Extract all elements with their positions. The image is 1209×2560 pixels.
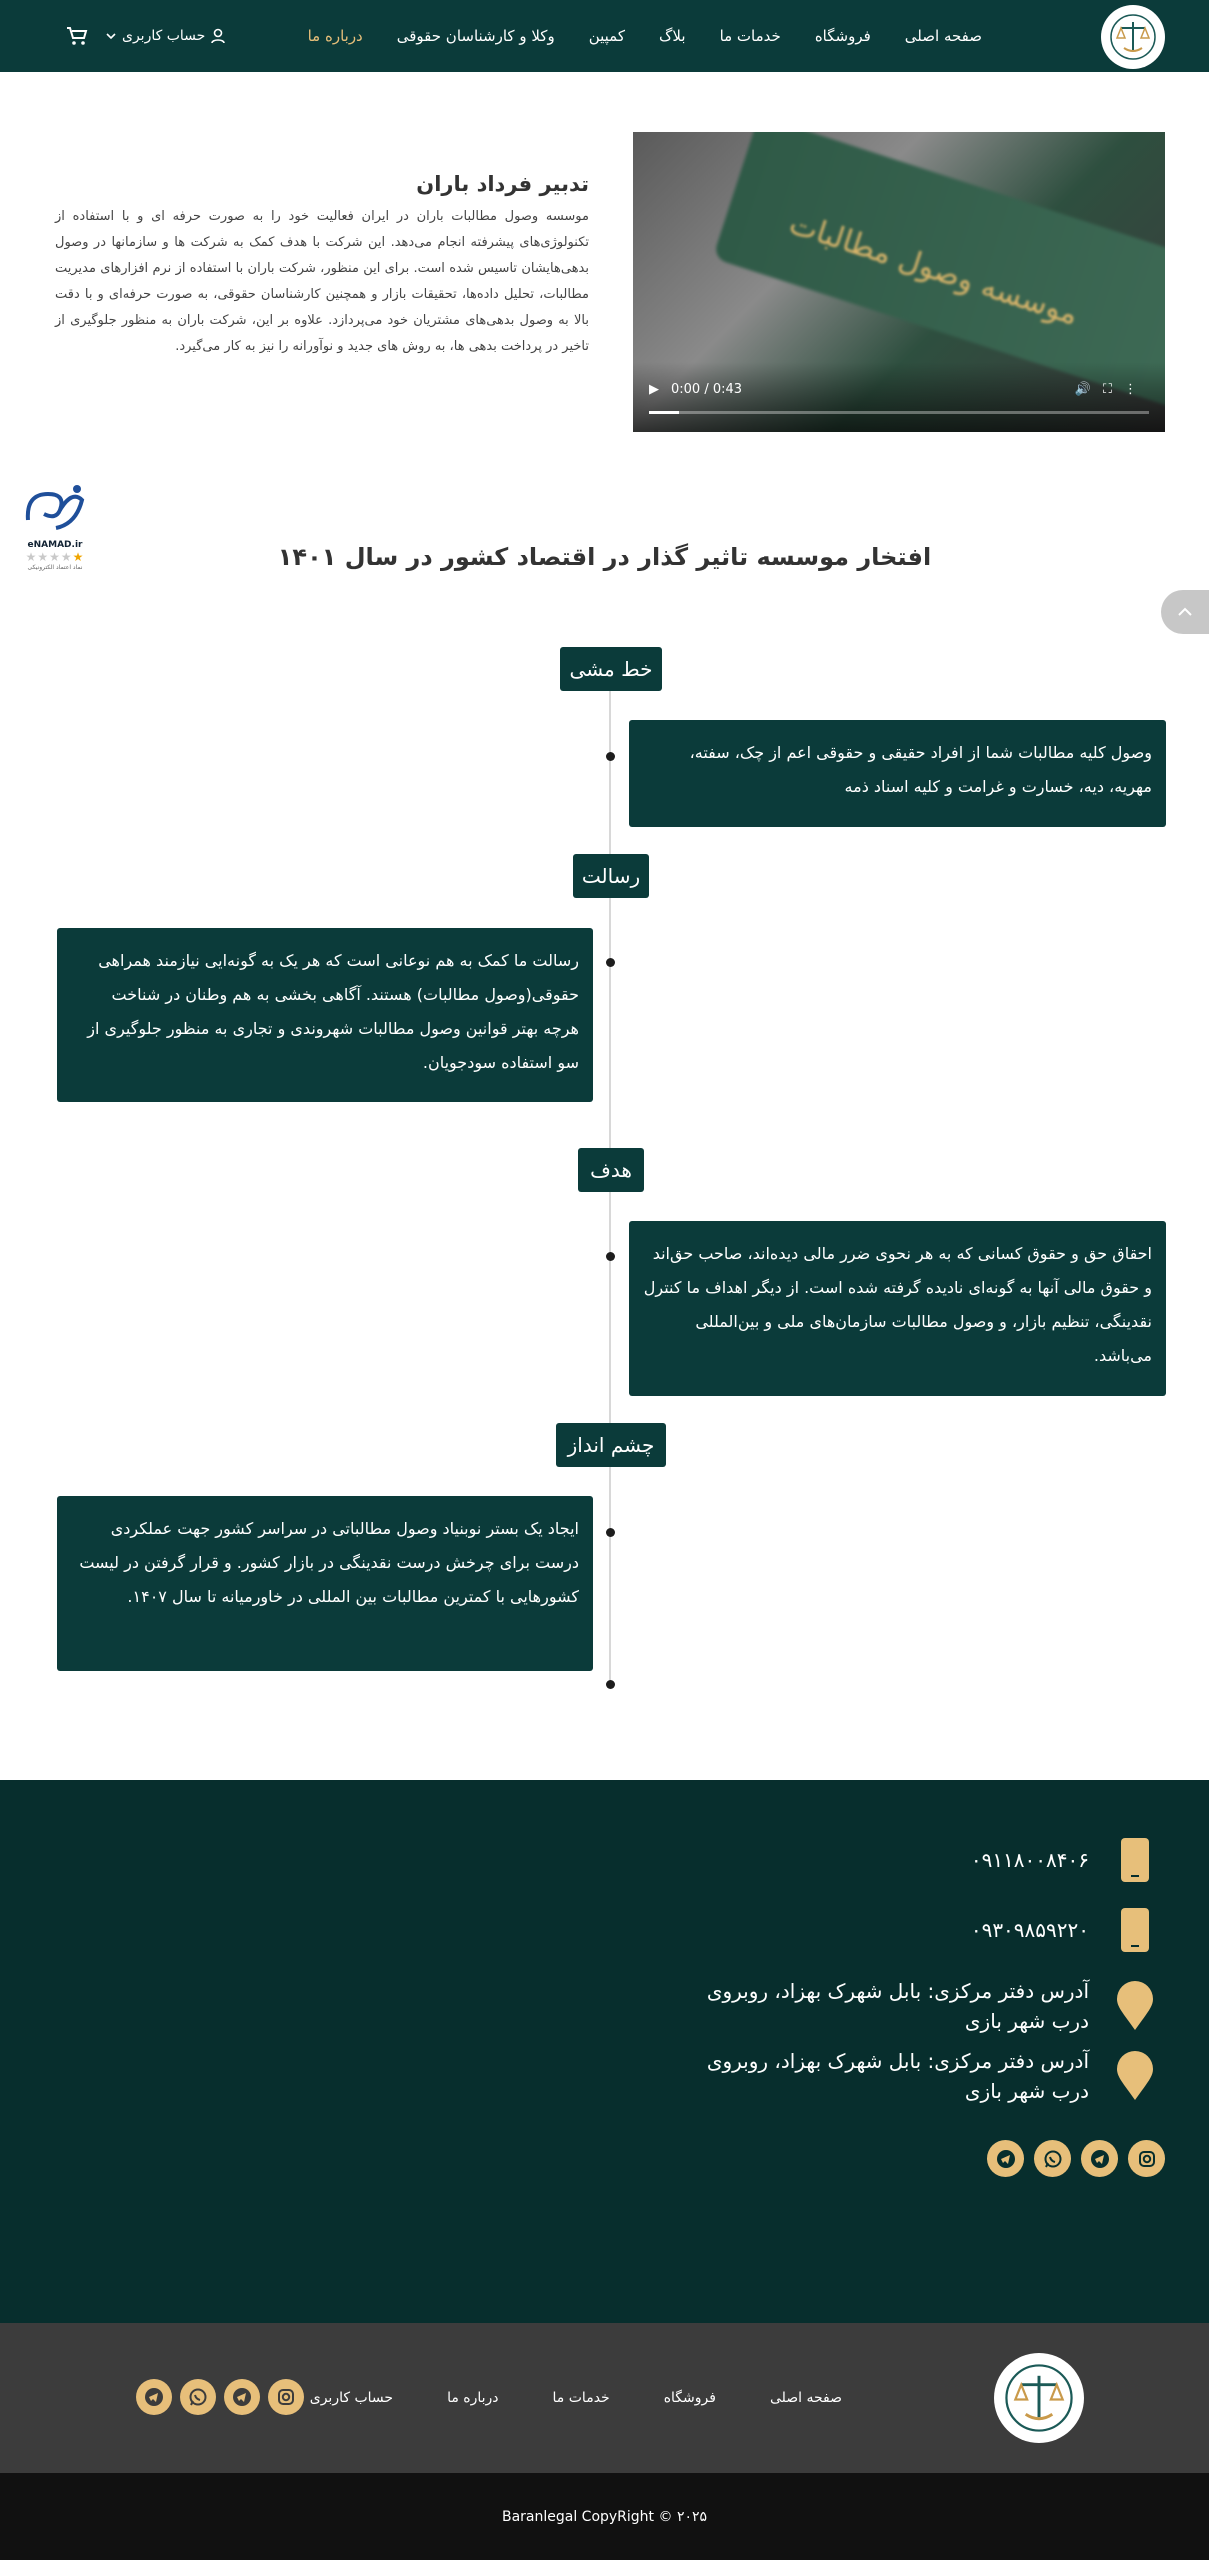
telegram-icon[interactable] — [136, 2379, 172, 2415]
scales-logo-icon — [1002, 2361, 1076, 2435]
footer-navigation — [0, 2323, 1209, 2473]
instagram-icon[interactable] — [1128, 2140, 1165, 2177]
enamad-sub: نماد اعتماد الکترونیکی — [27, 564, 83, 571]
video-frame-text: موسسه وصول مطالبات — [784, 206, 1083, 333]
instagram-icon[interactable] — [268, 2379, 304, 2415]
timeline-dot — [606, 1528, 615, 1537]
nav-lawyers[interactable]: وکلا و کارشناسان حقوقی — [396, 27, 555, 45]
footer-contact — [0, 1780, 1209, 2323]
video-controls — [633, 362, 1165, 432]
video-progress-bar[interactable] — [649, 411, 1149, 414]
footer-link-shop[interactable]: فروشگاه — [663, 2390, 716, 2406]
phone-icon — [1119, 1907, 1151, 1953]
chevron-down-icon — [106, 32, 116, 40]
telegram-icon[interactable] — [224, 2379, 260, 2415]
location-pin-icon — [1115, 2051, 1155, 2101]
footer-logo[interactable] — [994, 2353, 1084, 2443]
timeline-box-goal: احقاق حق و حقوق کسانی که به هر نحوی ضرر مالی دیده‌اند، صاحب حق‌اند و حقوق مالی آنها به گونه‌ای نادیده گرفته شده است. از دیگر اهداف ما کنترل نقدینگی، تنظیم بازار، و وصول مطالبات سازمان‌های ملی و بین‌المللی می‌باشد. — [629, 1221, 1166, 1396]
address-text: آدرس دفتر مرکزی: بابل شهرک بهزاد، روبروی درب شهر بازی — [706, 1979, 1089, 2033]
phone-number[interactable]: ۰۹۳۰۹۸۵۹۲۲۰ — [970, 1918, 1089, 1942]
footer-link-about[interactable]: درباره ما — [447, 2390, 499, 2406]
intro-text-block — [55, 172, 589, 360]
whatsapp-icon[interactable] — [180, 2379, 216, 2415]
timeline-dot — [606, 752, 615, 761]
footer-link-account[interactable]: حساب کاربری — [309, 2390, 394, 2406]
top-navigation — [0, 0, 1209, 72]
contact-socials — [987, 2140, 1165, 2177]
timeline-box-policy: وصول کلیه مطالبات شما از افراد حقیقی و حقوقی اعم از چک، سفته، مهریه، دیه، خسارت و غرامت و کلیه اسناد ذمه — [629, 720, 1166, 827]
nav-shop[interactable]: فروشگاه — [814, 27, 871, 45]
address-text: آدرس دفتر مرکزی: بابل شهرک بهزاد، روبروی درب شهر بازی — [706, 2049, 1089, 2103]
play-icon[interactable]: ▶ — [649, 382, 659, 397]
nav-home[interactable]: صفحه اصلی — [904, 27, 982, 45]
phone-icon — [1119, 1837, 1151, 1883]
contact-address-1 — [669, 1976, 1165, 2036]
volume-icon[interactable]: 🔊 — [1074, 382, 1091, 397]
footer-links — [283, 2323, 869, 2473]
timeline-box-mission: رسالت ما کمک به هم نوعانی است که هر یک به گونه‌ایی نیازمند همراهی حقوقی(وصول مطالبات) هستند. آگاهی بخشی به هم وطنان در شناخت هرچه بهتر قوانین وصول مطالبات شهروندی و تجاری به منظور جلوگیری از سو استفاده سودجویان. — [57, 928, 593, 1102]
copyright-text: Baranlegal CopyRight © ۲۰۲۵ — [501, 2508, 708, 2525]
timeline-end-dot — [606, 1680, 615, 1689]
nav-blog[interactable]: بلاگ — [659, 27, 686, 45]
timeline-label-mission: رسالت — [573, 854, 649, 898]
contact-phone-1 — [669, 1837, 1165, 1883]
video-time: 0:00 / 0:43 — [671, 382, 743, 397]
more-options-icon[interactable]: ⋮ — [1124, 382, 1137, 397]
chevron-up-icon — [1178, 607, 1192, 617]
nav-campaign[interactable]: کمپین — [588, 27, 625, 45]
section-title: افتخار موسسه تاثیر گذار در اقتصاد کشور در سال ۱۴۰۱ — [277, 543, 932, 571]
intro-title: تدبیر فرداد باران — [416, 172, 589, 196]
telegram-icon[interactable] — [1081, 2140, 1118, 2177]
timeline-label-policy: خط مشی — [560, 647, 662, 691]
timeline-dot — [606, 1252, 615, 1261]
footer-socials — [136, 2379, 304, 2415]
enamad-stars: ★★★★★ — [25, 550, 85, 564]
timeline-label-goal: هدف — [578, 1148, 644, 1192]
enamad-label: eNAMAD.ir — [27, 540, 83, 550]
account-label: حساب کاربری — [122, 28, 206, 44]
timeline-dot — [606, 958, 615, 967]
account-menu[interactable] — [106, 28, 225, 44]
intro-video-player[interactable] — [633, 132, 1165, 432]
footer-link-home[interactable]: صفحه اصلی — [769, 2390, 842, 2406]
phone-number[interactable]: ۰۹۱۱۸۰۰۸۴۰۶ — [970, 1848, 1089, 1872]
contact-address-2 — [669, 2046, 1165, 2106]
timeline-label-vision: چشم انداز — [556, 1423, 666, 1467]
main-menu — [291, 0, 999, 72]
scales-logo-icon — [1108, 12, 1158, 62]
location-pin-icon — [1115, 1981, 1155, 2031]
scroll-to-top-button[interactable] — [1161, 590, 1209, 634]
nav-about[interactable]: درباره ما — [307, 27, 363, 45]
timeline-box-vision: ایجاد یک بستر نوبنیاد وصول مطالباتی در سراسر کشور جهت عملکردی درست برای چرخش درست نقدینگی در بازار کشور. و قرار گرفتن در لیست کشورهایی با کمترین مطالبات بین المللی در خاورمیانه تا سال ۱۴۰۷. — [57, 1496, 593, 1671]
cart-icon[interactable] — [66, 26, 88, 46]
intro-body: موسسه وصول مطالبات باران در ایران فعالیت خود را به صورت حرفه ای و با استفاده از تکنولوژی‌های پیشرفته انجام می‌دهد. این شرکت با هدف کمک به شرکت ها و سازمانها در وصول بدهی‌هایشان تاسیس شده است. برای این منظور، شرکت باران با استفاده از نرم افزارهای مدیریت مطالبات، تحلیل داده‌ها، تحقیقات بازار و همچنین کارشناسان حقوقی، به صورت حرفه‌ای و با دقت بالا به وصول بدهی‌های مشتریان خود می‌پردازد. علاوه بر این، شرکت باران به منظور جلوگیری از تاخیر در پرداخت بدهی ها، به روش های جدید و نوآورانه را نیز به کار می‌گیرد. — [55, 209, 589, 354]
copyright-bar — [0, 2473, 1209, 2560]
enamad-logo-icon — [20, 480, 90, 536]
footer-link-services[interactable]: خدمات ما — [552, 2390, 610, 2406]
fullscreen-icon[interactable]: ⛶ — [1102, 382, 1112, 397]
whatsapp-icon[interactable] — [1034, 2140, 1071, 2177]
nav-services[interactable]: خدمات ما — [719, 27, 781, 45]
contact-phone-2 — [669, 1907, 1165, 1953]
header-actions — [66, 0, 225, 72]
site-logo[interactable] — [1101, 5, 1165, 69]
telegram-icon[interactable] — [987, 2140, 1024, 2177]
user-icon — [211, 28, 225, 44]
